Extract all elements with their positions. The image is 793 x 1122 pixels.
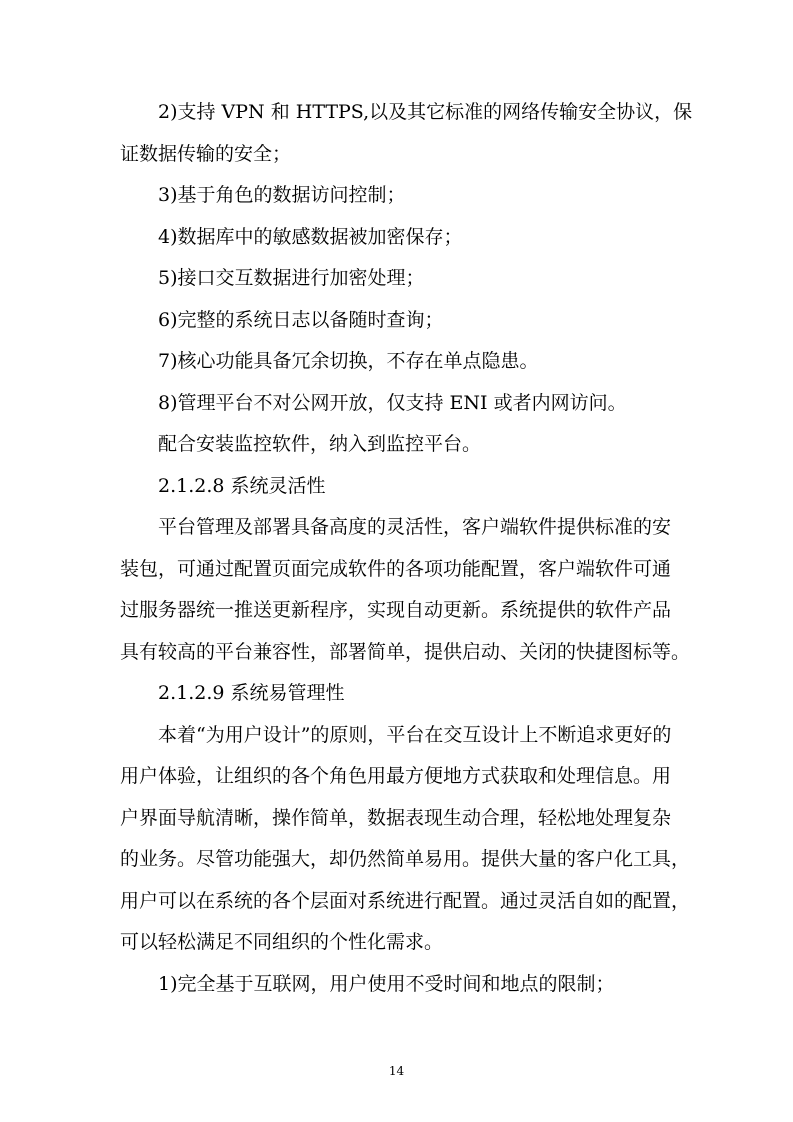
paragraph-flexibility-line-3: 过服务器统一推送更新程序，实现自动更新。系统提供的软件产品 [120,599,672,621]
paragraph-manageability-line-1: 本着“为用户设计”的原则，平台在交互设计上不断追求更好的 [158,723,672,746]
paragraph-manageability-line-5: 用户可以在系统的各个层面对系统进行配置。通过灵活自如的配置， [120,889,691,912]
list-item-system-log: 6)完整的系统日志以备随时查询； [158,308,444,331]
list-item-db-encryption: 4)数据库中的敏感数据被加密保存； [158,225,463,248]
paragraph-flexibility-line-2: 装包，可通过配置页面完成软件的各项功能配置，客户端软件可通 [120,557,672,580]
paragraph-flexibility-line-4: 具有较高的平台兼容性，部署简单，提供启动、关闭的快捷图标等。 [120,640,691,663]
paragraph-manageability-line-3: 户界面导航清晰，操作简单，数据表现生动合理，轻松地处理复杂 [120,806,672,829]
list-item-role-access: 3)基于角色的数据访问控制； [158,184,406,206]
list-item-interface-encryption: 5)接口交互数据进行加密处理； [158,267,425,289]
paragraph-manageability-line-6: 可以轻松满足不同组织的个性化需求。 [120,931,444,953]
page-number: 14 [388,1064,405,1078]
page-content [120,92,693,1005]
paragraph-flexibility-line-1: 平台管理及部署具备高度的灵活性，客户端软件提供标准的安 [158,516,672,538]
paragraph-monitoring: 配合安装监控软件，纳入到监控平台。 [158,433,482,455]
list-item-network-access: 8)管理平台不对公网开放，仅支持 ENI 或者内网访问。 [158,391,627,414]
list-item-vpn-https-cont: 证数据传输的安全； [120,142,292,165]
paragraph-manageability-line-2: 用户体验，让组织的各个角色用最方便地方式获取和处理信息。用 [120,765,672,787]
paragraph-manageability-line-4: 的业务。尽管功能强大，却仍然简单易用。提供大量的客户化工具， [120,848,691,870]
section-heading-flexibility: 2.1.2.8 系统灵活性 [158,474,326,497]
list-item-redundancy: 7)核心功能具备冗余切换，不存在单点隐患。 [158,350,539,372]
list-item-internet-based: 1)完全基于互联网，用户使用不受时间和地点的限制； [158,972,615,995]
section-heading-manageability: 2.1.2.9 系统易管理性 [158,682,345,704]
list-item-vpn-https: 2)支持 VPN 和 HTTPS,以及其它标准的网络传输安全协议，保 [158,101,693,123]
